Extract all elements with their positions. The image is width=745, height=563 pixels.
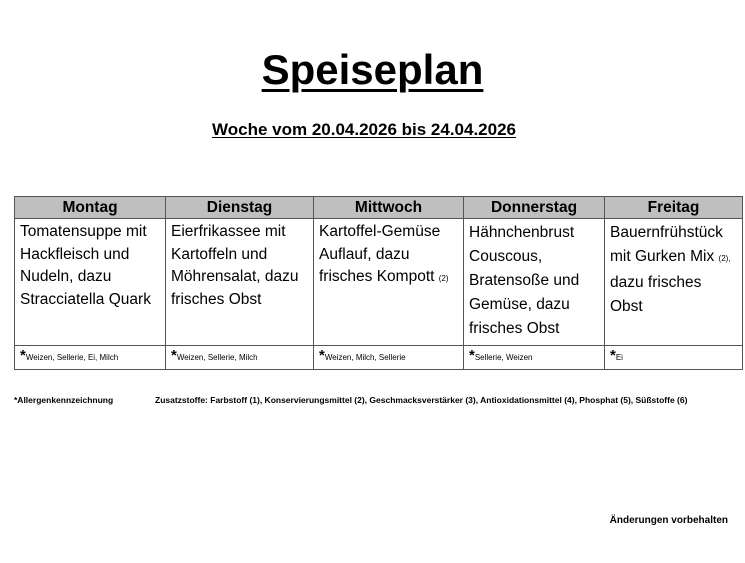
- day-header-thursday: Donnerstag: [464, 197, 605, 219]
- dish-cell-monday: [15, 219, 166, 346]
- allergen-cell-wednesday: [314, 346, 464, 370]
- additives-legend: Zusatzstoffe: Farbstoff (1), Konservierungsmittel (2), Geschmacksverstärker (3), Antioxidationsmittel (4), Phosphat (5), Süßstoffe (6): [155, 395, 688, 405]
- allergen-list: Weizen, Sellerie, Milch: [176, 353, 258, 362]
- page-title: [0, 42, 745, 98]
- allergen-star: *: [610, 347, 616, 364]
- changes-note: Änderungen vorbehalten: [609, 515, 728, 526]
- dish-cell-friday: [605, 219, 743, 346]
- day-header-monday: Montag: [15, 197, 166, 219]
- additive-note: (2),: [718, 254, 731, 263]
- dish-cell-wednesday: [314, 219, 464, 346]
- allergen-cell-friday: [605, 346, 743, 370]
- title-text: Speiseplan: [261, 46, 484, 93]
- allergen-star: *: [469, 347, 475, 364]
- menu-table: [14, 196, 743, 370]
- dish-cell-tuesday: [166, 219, 314, 346]
- allergen-cell-monday: [15, 346, 166, 370]
- additive-note: (2): [438, 274, 449, 283]
- allergen-star: *: [171, 347, 177, 364]
- dish-text-continued: dazu frisches Obst: [610, 274, 702, 315]
- dish-row: [15, 219, 743, 346]
- dish-text: Bauernfrühstück mit Gurken Mix: [610, 224, 723, 265]
- allergen-star: *: [20, 347, 26, 364]
- day-header-friday: Freitag: [605, 197, 743, 219]
- week-subtitle: [0, 119, 728, 141]
- dish-cell-thursday: [464, 219, 605, 346]
- allergen-star: *: [319, 347, 325, 364]
- dish-text: Tomatensuppe mit Hackfleisch und Nudeln, dazu Stracciatella Quark: [20, 223, 151, 308]
- allergen-cell-thursday: [464, 346, 605, 370]
- allergen-row: [15, 346, 743, 370]
- dish-text: Kartoffel-Gemüse Auflauf, dazu frisches Kompott: [319, 223, 441, 285]
- dish-text: Eierfrikassee mit Kartoffeln und Möhrensalat, dazu frisches Obst: [171, 223, 299, 308]
- allergen-legend: *Allergenkennzeichnung: [14, 395, 114, 405]
- allergen-list: Ei: [615, 353, 623, 362]
- day-header-row: [15, 197, 743, 219]
- day-header-tuesday: Dienstag: [166, 197, 314, 219]
- allergen-list: Weizen, Milch, Sellerie: [324, 353, 406, 362]
- dish-text: Hähnchenbrust Couscous, Bratensoße und Gemüse, dazu frisches Obst: [469, 224, 580, 337]
- allergen-list: Weizen, Sellerie, Ei, Milch: [25, 353, 119, 362]
- day-header-wednesday: Mittwoch: [314, 197, 464, 219]
- allergen-cell-tuesday: [166, 346, 314, 370]
- allergen-list: Sellerie, Weizen: [474, 353, 533, 362]
- week-range-text: Woche vom 20.04.2026 bis 24.04.2026: [212, 120, 516, 139]
